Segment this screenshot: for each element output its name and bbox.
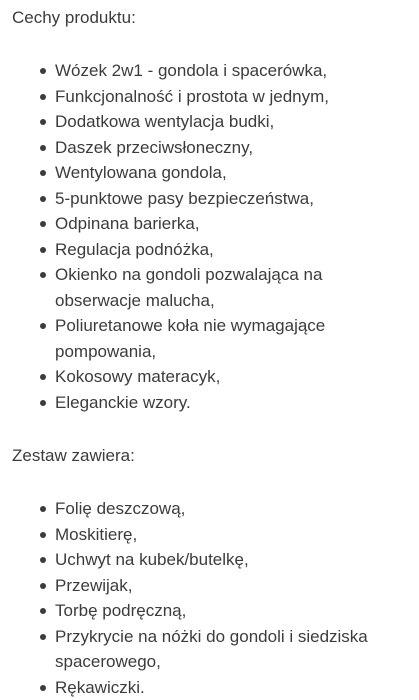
list-item: Poliuretanowe koła nie wymagające pompowania, — [55, 313, 419, 364]
list-item: Rękawiczki. — [55, 675, 419, 700]
list-item: Dodatkowa wentylacja budki, — [55, 109, 419, 135]
list-item: 5-punktowe pasy bezpieczeństwa, — [55, 186, 419, 212]
features-list — [12, 58, 419, 415]
list-item: Folię deszczową, — [55, 496, 419, 522]
set-contents-list — [12, 496, 419, 700]
list-item: Odpinana barierka, — [55, 211, 419, 237]
list-item: Kokosowy materacyk, — [55, 364, 419, 390]
list-item: Wentylowana gondola, — [55, 160, 419, 186]
features-heading: Cechy produktu: — [12, 6, 419, 30]
list-item: Okienko na gondoli pozwalająca na obserwacje malucha, — [55, 262, 419, 313]
list-item: Regulacja podnóżka, — [55, 237, 419, 263]
list-item: Daszek przeciwsłoneczny, — [55, 135, 419, 161]
list-item: Moskitierę, — [55, 522, 419, 548]
list-item: Wózek 2w1 - gondola i spacerówka, — [55, 58, 419, 84]
set-contents-heading: Zestaw zawiera: — [12, 444, 419, 468]
list-item: Uchwyt na kubek/butelkę, — [55, 547, 419, 573]
list-item: Torbę podręczną, — [55, 598, 419, 624]
list-item: Funkcjonalność i prostota w jednym, — [55, 84, 419, 110]
list-item: Przykrycie na nóżki do gondoli i siedziska spacerowego, — [55, 624, 419, 675]
list-item: Eleganckie wzory. — [55, 390, 419, 416]
list-item: Przewijak, — [55, 573, 419, 599]
